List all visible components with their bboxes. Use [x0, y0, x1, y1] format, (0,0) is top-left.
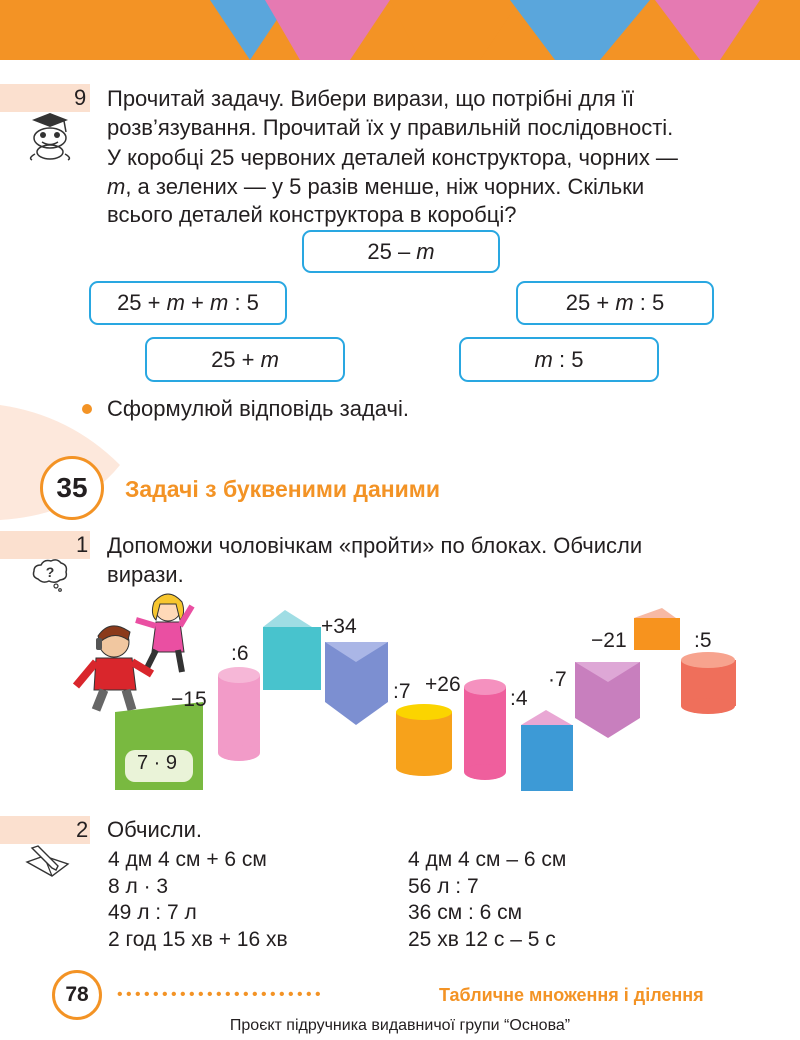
task9-bullet-text: Сформулюй відповідь задачі. — [107, 396, 410, 421]
calc-expression: 25 хв 12 с – 5 с — [408, 927, 556, 951]
top-banner — [0, 0, 800, 60]
task2-instruction: Обчисли. — [107, 817, 202, 842]
expression-box[interactable]: 25 – m — [302, 230, 500, 273]
op-label: −15 — [171, 688, 207, 711]
calc-expression: 2 год 15 хв + 16 хв — [108, 927, 288, 951]
task2-right-column — [408, 847, 566, 953]
task9-problem-line2 — [107, 173, 767, 202]
start-expression: 7 · 9 — [137, 752, 178, 774]
task-number: 1 — [76, 532, 89, 557]
page-number: 78 — [52, 970, 102, 1020]
pink-cylinder — [218, 675, 260, 753]
magenta-cylinder — [464, 687, 506, 772]
thinking-cloud-icon — [30, 557, 70, 593]
calc-expression: 49 л : 7 л — [108, 901, 197, 924]
pencil-notebook-icon — [24, 842, 74, 882]
calc-expression: 4 дм 4 см + 6 см — [108, 848, 267, 871]
calc-expression: 56 л : 7 — [408, 874, 479, 898]
calc-expression: 4 дм 4 см – 6 см — [408, 848, 567, 871]
svg-text:?: ? — [45, 564, 55, 580]
orange-prism — [634, 618, 680, 650]
task1-instruction-line2: вирази. — [107, 561, 184, 587]
task9-problem-line2-text: , а зелених — у 5 разів менше, ніж чорних. Скільки — [125, 173, 645, 199]
op-label: :5 — [694, 629, 712, 652]
task1-text — [107, 532, 767, 589]
op-label: −21 — [591, 629, 627, 652]
variable-m: m — [107, 173, 126, 199]
expression-box[interactable]: 25 + m : 5 — [516, 281, 714, 325]
calc-expression: 8 л · 3 — [108, 874, 169, 898]
op-label: :4 — [510, 687, 528, 710]
lesson-title: Задачі з буквеними даними — [125, 476, 440, 502]
op-label: +26 — [425, 673, 461, 696]
task9-text — [107, 85, 767, 230]
boy-figure — [76, 626, 152, 710]
op-label: :7 — [393, 680, 411, 703]
expression-box[interactable]: 25 + m + m : 5 — [89, 281, 287, 325]
op-label: ·7 — [548, 668, 567, 691]
task1-instruction-line1: Допоможи чоловічкам «пройти» по блоках. Обчисли — [107, 533, 643, 558]
task9-problem-line3: всього деталей конструктора в коробці? — [107, 202, 517, 227]
blue-prism — [521, 725, 573, 791]
orange-cylinder — [396, 712, 452, 768]
task9-instruction-line2: розв’язування. Прочитай їх у правильній послідовності. — [107, 114, 674, 140]
teal-prism — [263, 627, 321, 690]
lesson-number: 35 — [40, 456, 104, 520]
footer-dots: ••••••••••••••••••••••• — [117, 986, 325, 1003]
task2-left-column — [108, 847, 288, 953]
op-label: +34 — [321, 615, 357, 638]
task9-instruction-line1: Прочитай задачу. Вибери вирази, що потрібні для її — [107, 86, 635, 111]
graduate-frog-icon — [18, 110, 76, 162]
footer-section-title: Табличне множення і ділення — [439, 985, 704, 1005]
expression-box[interactable]: m : 5 — [459, 337, 659, 382]
calc-expression: 36 см : 6 см — [408, 901, 523, 924]
task9-problem-line1: У коробці 25 червоних деталей конструктора, чорних — — [107, 145, 678, 170]
task-number: 9 — [74, 85, 87, 110]
task-number: 2 — [76, 817, 89, 842]
op-label: :6 — [231, 642, 249, 665]
footer-credit: Проєкт підручника видавничої групи “Основа” — [229, 1017, 571, 1034]
girl-figure — [136, 594, 192, 672]
expression-box[interactable]: 25 + m — [145, 337, 345, 382]
